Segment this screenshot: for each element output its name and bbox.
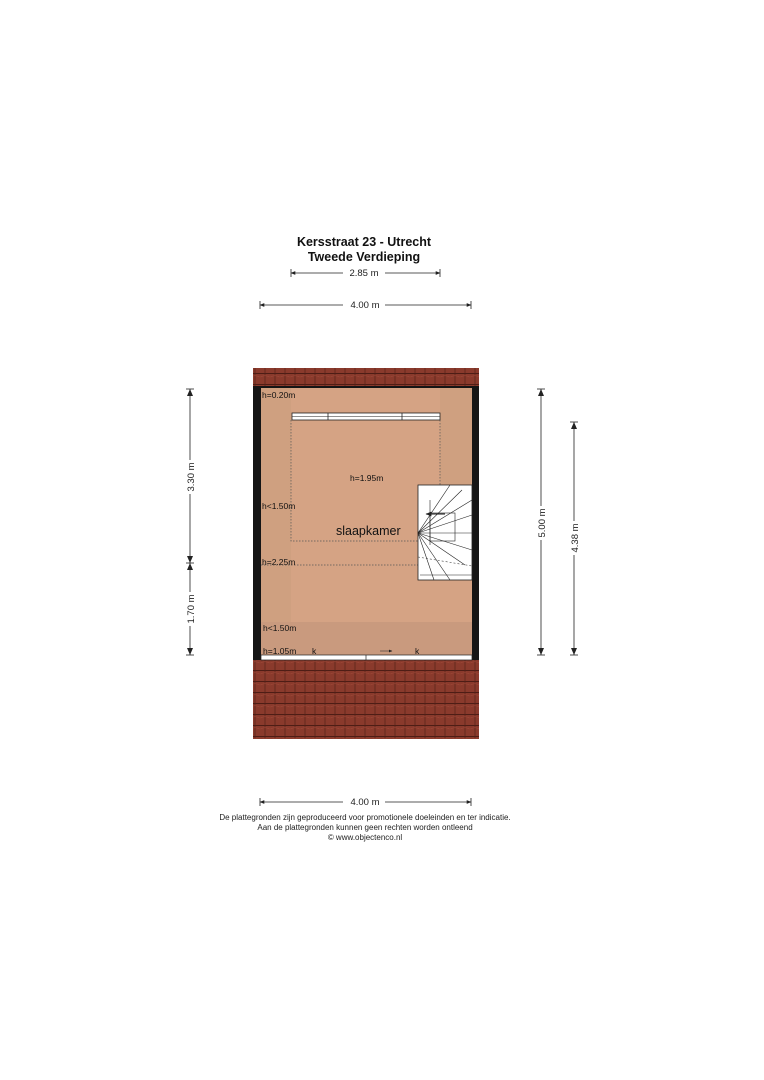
dimension-top-outer-label: 4.00 m: [350, 300, 380, 311]
roof-tiles-bottom: [253, 659, 479, 739]
height-label-standing: h=2.25m: [262, 557, 296, 567]
room-name: slaapkamer: [336, 524, 401, 538]
dimension-right-outer: [535, 389, 548, 655]
dimension-top-outer: [260, 300, 471, 311]
height-label-top: h=0.20m: [262, 390, 296, 400]
height-label-left-mid: h<1.50m: [262, 501, 296, 511]
dimension-left-lower-label: 1.70 m: [186, 594, 197, 624]
dimension-right-outer-label: 5.00 m: [537, 508, 548, 538]
dimension-bottom: [260, 797, 471, 808]
height-label-lower: h<1.50m: [263, 623, 297, 633]
low-ceiling-zone-right: [440, 388, 472, 485]
dimension-right-inner: [568, 422, 581, 655]
dimension-left-upper-label: 3.30 m: [186, 462, 197, 492]
disclaimer-line-2: Aan de plattegronden kunnen geen rechten worden ontleend: [257, 823, 473, 832]
staircase: [418, 485, 472, 580]
dimension-bottom-label: 4.00 m: [350, 797, 380, 808]
dimension-top-inner-label: 2.85 m: [349, 268, 379, 279]
dimension-right-inner-label: 4.38 m: [570, 523, 581, 553]
floor-title: Tweede Verdieping: [307, 250, 421, 264]
window-mark-left: k: [312, 646, 317, 656]
window-mark-right: k: [415, 646, 420, 656]
dimension-top-inner: [291, 268, 440, 279]
roof-tiles-top: [253, 368, 479, 388]
copyright-line: © www.objectenco.nl: [327, 833, 403, 842]
address-title: Kersstraat 23 - Utrecht: [296, 235, 432, 249]
disclaimer-line-1: De plattegronden zijn geproduceerd voor promotionele doeleinden en ter indicatie.: [219, 813, 511, 822]
window-top: [292, 413, 440, 420]
height-label-window: h=1.05m: [263, 646, 297, 656]
height-label-center: h=1.95m: [350, 473, 384, 483]
dimension-left: [184, 389, 197, 655]
